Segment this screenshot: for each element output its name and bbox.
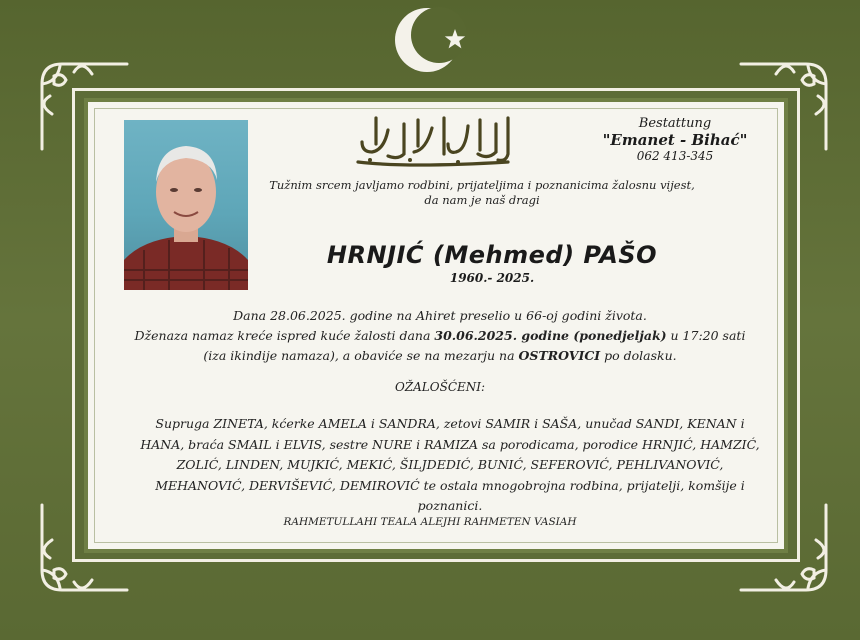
cemetery-name: OSTROVICI [518,348,601,363]
intro-line: da nam je naš dragi [424,193,540,207]
arabic-calligraphy [348,110,520,170]
portrait-figure-icon [124,120,248,290]
closing-prayer: RAHMETULLAHI TEALA ALEJHI RAHMETEN VASIAH [283,516,577,528]
announcement-text [120,306,760,366]
intro-text [262,178,702,208]
deceased-years: 1960.- 2025. [449,271,535,285]
funeral-service-phone: 062 413-345 [636,149,714,163]
announcement-line: Dana 28.06.2025. godine na Ahiret preselio u 66-oj godini života. [233,308,647,323]
intro-line: Tužnim srcem javljamo rodbini, prijateljima i poznanicima žalosnu vijest, [269,178,695,192]
mourners-line: Supruga ZINETA, kćerke AMELA i SANDRA, zetovi SAMIR i SAŠA, unučad SANDI, KENAN i [155,416,745,431]
mourners-line: ZOLIĆ, LINDEN, MUJKIĆ, MEKIĆ, ŠILJDEDIĆ, BUNIĆ, SEFEROVIĆ, PEHLIVANOVIĆ, [176,457,724,472]
funeral-date: 30.06.2025. godine (ponedjeljak) [434,328,667,343]
calligraphy-icon [348,110,520,170]
mourners-line: poznanici. [417,498,483,513]
announcement-line [120,326,760,346]
funeral-service-name: "Emanet - Bihać" [602,131,748,149]
deceased-name: HRNJIĆ (Mehmed) PAŠO [326,241,658,269]
crescent-star-icon [395,2,475,78]
funeral-service-info [590,116,760,163]
announcement-line-part: po dolasku. [600,348,677,363]
funeral-service-label: Bestattung [638,116,712,131]
announcement-line-part: Dženaza namaz kreće ispred kuće žalosti dana [134,328,435,343]
mourners-heading: OŽALOŠĆENI: [394,380,486,394]
mourners-line: MEHANOVIĆ, DERVIŠEVIĆ, DEMIROVIĆ te ostala mnogobrojna rodbina, prijatelji, komšije i [155,477,745,493]
announcement-line-part: (iza ikindije namaza), a obaviće se na mezarju na [203,348,519,363]
portrait-photo [124,120,248,290]
announcement-line [120,346,760,366]
announcement-line-part: u 17:20 sati [666,328,746,343]
mourners-line: HANA, braća SMAIL i ELVIS, sestre NURE i RAMIZA sa porodicama, porodice HRNJIĆ, HAMZIĆ, [140,436,760,452]
mourners-list [118,414,782,517]
